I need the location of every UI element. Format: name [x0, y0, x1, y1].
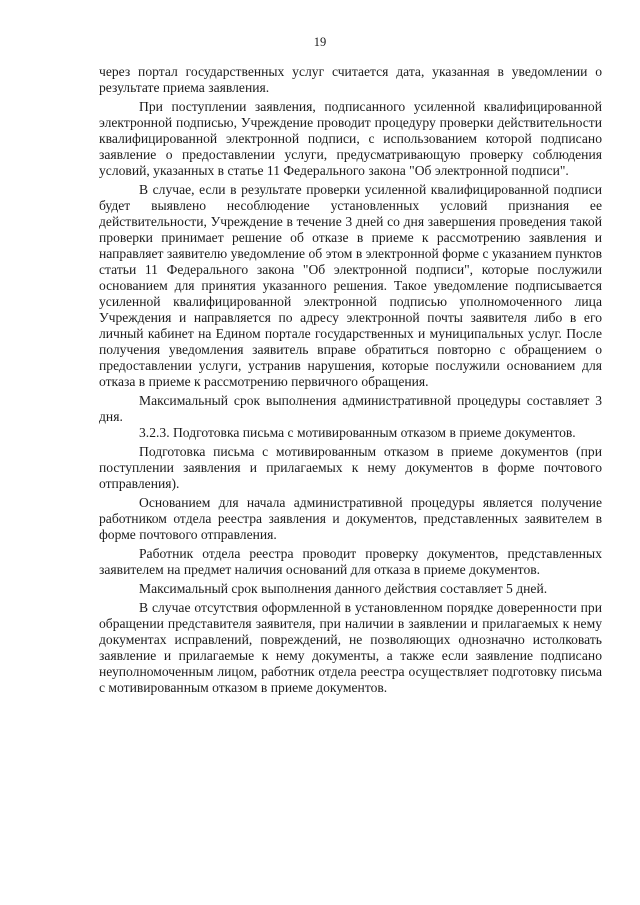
paragraph-signature-check: При поступлении заявления, подписанного усиленной квалифицированной электронной подписью, Учреждение проводит процедуру проверки действительности квалифицированной электронной подписи, с использованием которой подписано заявление о предоставлении услуги, предусматривающую проверку соблюдения условий, указанных в статье 11 Федерального закона "Об электронной подписи". [99, 99, 602, 178]
paragraph-max-term-5-days: Максимальный срок выполнения данного действия составляет 5 дней. [139, 581, 548, 596]
paragraph-continuation: через портал государственных услуг считается дата, указанная в уведомлении о результате приема заявления. [99, 64, 602, 95]
page-number: 19 [313, 35, 327, 49]
paragraph-registry-check: Работник отдела реестра проводит проверку документов, представленных заявителем на предмет наличия оснований для отказа в приеме документов. [99, 546, 602, 577]
section-heading-3-2-3: 3.2.3. Подготовка письма с мотивированным отказом в приеме документов. [139, 425, 576, 440]
paragraph-max-term-3-days: Максимальный срок выполнения административной процедуры составляет 3 дня. [99, 393, 602, 424]
paragraph-signature-failure: В случае, если в результате проверки усиленной квалифицированной подписи будет выявлено несоблюдение установленных условий признания ее действительности, Учреждение в течение 3 дней со дня завершения проведения такой проверки принимает решение об отказе в приеме к рассмотрению заявления и направляет заявителю уведомление об этом в электронной форме с указанием пунктов статьи 11 Федерального закона "Об электронной подписи", которые послужили основанием для принятия указанного решения. Такое уведомление подписывается усиленной квалифицированной электронной подписью уполномоченного лица Учреждения и направляется по адресу электронной почты заявителя либо в его личный кабинет на Едином портале государственных и муниципальных услуг. После получения уведомления заявитель вправе обратиться повторно с обращением о предоставлении услуги, устранив нарушения, которые послужили основанием для отказа в приеме к рассмотрению первичного обращения. [99, 182, 602, 389]
paragraph-refusal-grounds: В случае отсутствия оформленной в установленном порядке доверенности при обращении представителя заявителя, при наличии в заявлении и прилагаемых к нему документах исправлений, повреждений, не позволяющих однозначно истолковать заявление и прилагаемые к нему документы, а также если заявление подписано неуполномоченным лицом, работник отдела реестра осуществляет подготовку письма с мотивированным отказом в приеме документов. [99, 600, 602, 695]
paragraph-procedure-basis: Основанием для начала административной процедуры является получение работником отдела реестра заявления и документов, представленных заявителем в форме почтового отправления. [99, 495, 602, 542]
document-body [99, 64, 602, 696]
paragraph-refusal-letter: Подготовка письма с мотивированным отказом в приеме документов (при поступлении заявления и прилагаемых к нему документов в форме почтового отправления). [99, 444, 602, 491]
